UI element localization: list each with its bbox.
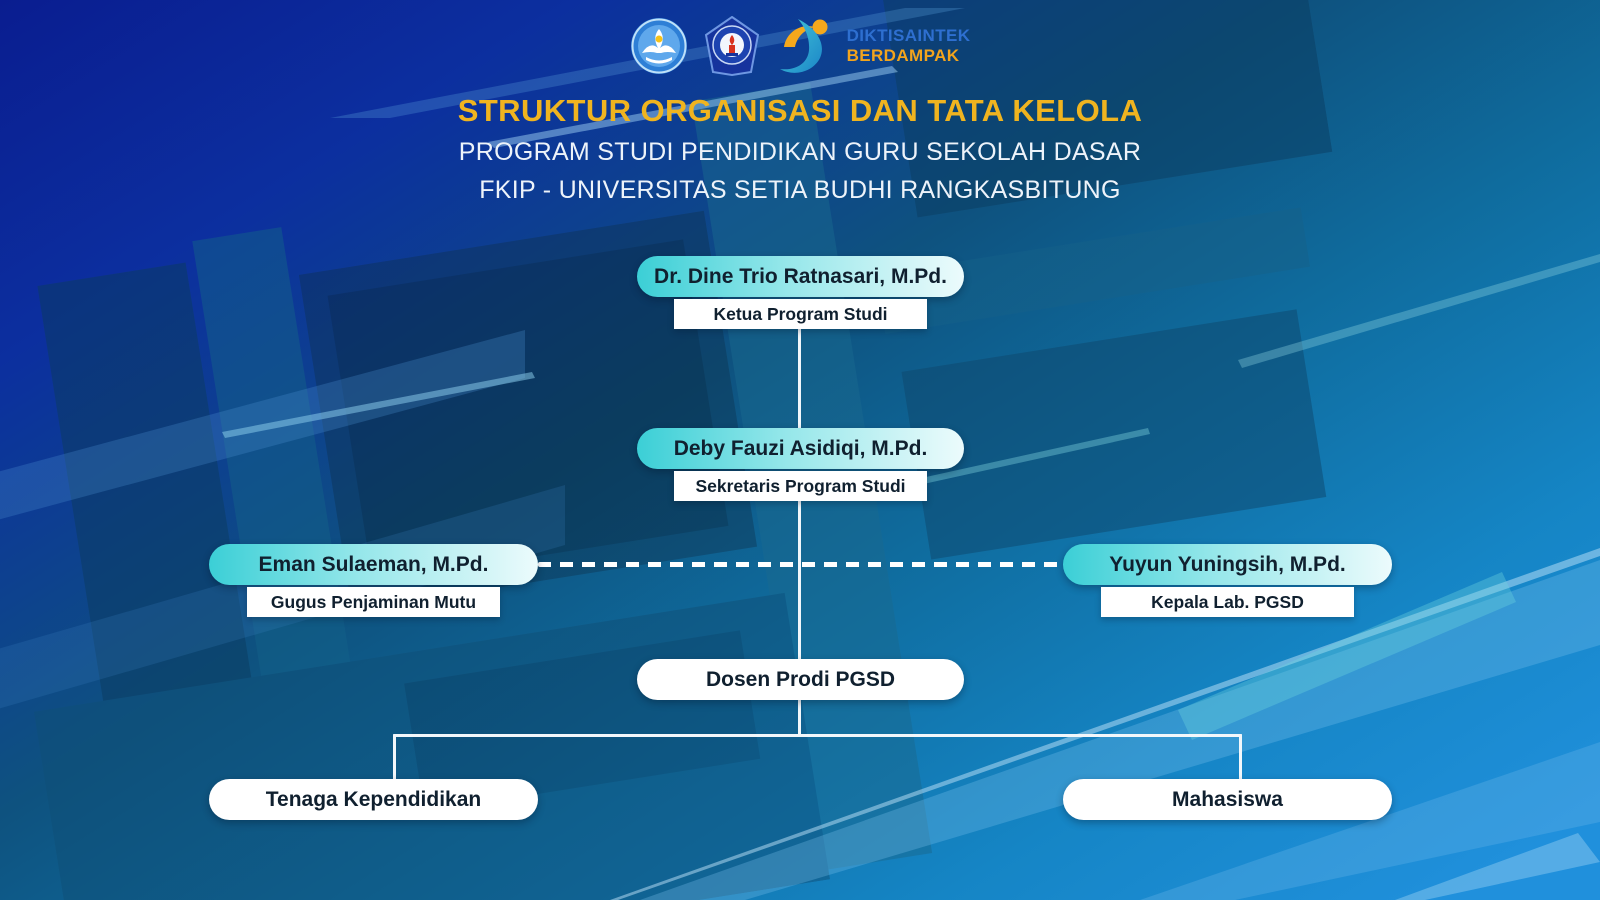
brand-line-2: BERDAMPAK [846, 46, 960, 65]
mahasiswa-pill: Mahasiswa [1063, 779, 1392, 820]
org-node-ketua [637, 256, 964, 329]
brand-line-1: DIKTISAINTEK [846, 26, 971, 45]
connector-dashed-coordination [538, 562, 1063, 567]
diktisaintek-logo-icon [776, 17, 838, 75]
brand-wordmark [847, 26, 971, 66]
subtitle-1: PROGRAM STUDI PENDIDIKAN GURU SEKOLAH DASAR [458, 138, 1142, 166]
diktisaintek-brand [776, 17, 971, 75]
org-node-tenaga-kependidikan [209, 779, 538, 820]
org-node-dosen [637, 659, 964, 700]
tut-wuri-handayani-logo-icon [630, 17, 688, 75]
tenaga-kependidikan-pill: Tenaga Kependidikan [209, 779, 538, 820]
connector-branch-right [1239, 734, 1242, 781]
sekretaris-name-pill: Deby Fauzi Asidiqi, M.Pd. [637, 428, 964, 469]
org-node-gugus-mutu [209, 544, 538, 617]
header [0, 0, 1600, 205]
ketua-role-label: Ketua Program Studi [674, 299, 927, 329]
connector-sekretaris-dosen [798, 498, 801, 663]
connector-branch-left [393, 734, 396, 781]
kepala-lab-role-label: Kepala Lab. PGSD [1101, 587, 1354, 617]
kepala-lab-name-pill: Yuyun Yuningsih, M.Pd. [1063, 544, 1392, 585]
connector-branch-horizontal [393, 734, 1242, 737]
subtitle-2: FKIP - UNIVERSITAS SETIA BUDHI RANGKASBITUNG [479, 176, 1121, 204]
dosen-pill: Dosen Prodi PGSD [637, 659, 964, 700]
ketua-name-pill: Dr. Dine Trio Ratnasari, M.Pd. [637, 256, 964, 297]
gugus-mutu-name-pill: Eman Sulaeman, M.Pd. [209, 544, 538, 585]
org-node-sekretaris [637, 428, 964, 501]
logo-row [0, 0, 1600, 76]
page-title: STRUKTUR ORGANISASI DAN TATA KELOLA [457, 93, 1143, 128]
connector-dosen-branch [798, 699, 801, 736]
org-node-mahasiswa [1063, 779, 1392, 820]
org-node-kepala-lab [1063, 544, 1392, 617]
gugus-mutu-role-label: Gugus Penjaminan Mutu [247, 587, 500, 617]
sekretaris-role-label: Sekretaris Program Studi [674, 471, 927, 501]
universitas-setia-budhi-logo-icon [704, 16, 760, 76]
